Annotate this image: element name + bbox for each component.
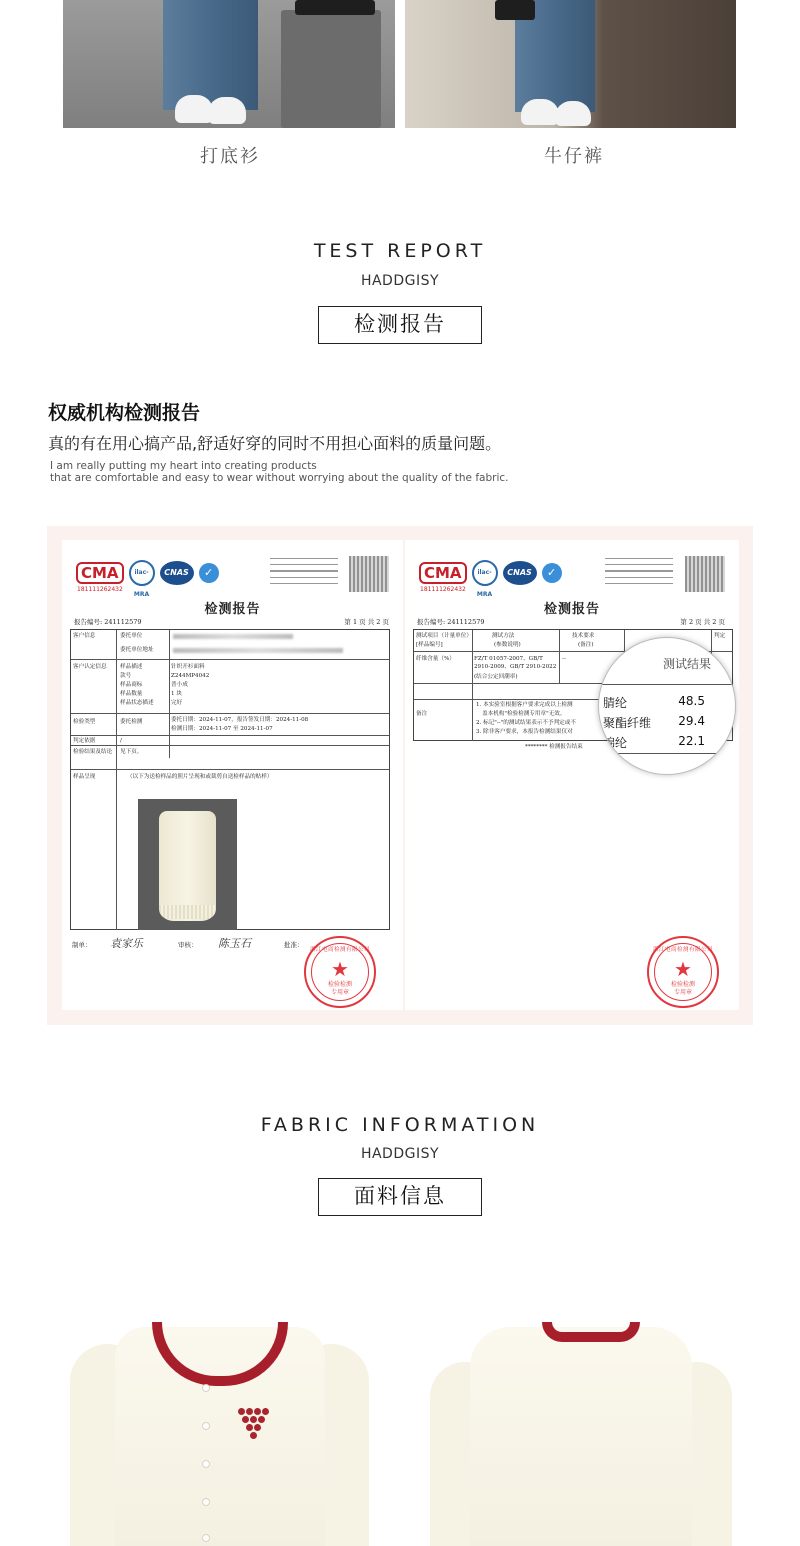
photo-caption-shirt: 打底衫 <box>200 146 260 167</box>
label-sample-photo: 样品呈现 <box>73 774 96 780</box>
label-client-claim: 客户认定信息 <box>73 664 107 670</box>
label-test-type: 检验类型 <box>73 719 96 725</box>
fiber-name-3: 锦纶 <box>603 736 628 750</box>
note-3: 3. 除非客户要求，本报告检测结果仅对 <box>476 729 573 735</box>
label-client-unit: 委托单位 <box>120 633 143 639</box>
fiber-name-2: 聚酯纤维 <box>603 716 652 730</box>
report-title: 检测报告 <box>204 602 261 617</box>
report-number: 报告编号: 241112579 <box>74 618 142 626</box>
official-stamp-2: 浙江电商检测有限公司 ★ 检验检测 专用章 <box>647 936 719 1008</box>
value-test-dates: 检测日期：2024-11-07 至 2024-11-07 <box>171 726 273 732</box>
fiber-value-1: 48.5 <box>678 694 705 708</box>
bottoming-shirt-photo <box>63 0 395 128</box>
cma-number: 181111262432 <box>420 586 466 593</box>
label-reviewer: 审核： <box>178 941 198 949</box>
label-model: 款号 <box>120 673 132 679</box>
label-result: 检验结果及结论 <box>73 749 113 755</box>
label-sample-desc: 样品描述 <box>120 664 143 670</box>
fiber-value-3: 22.1 <box>678 734 705 748</box>
label-judge-basis: 判定依据 <box>73 738 96 744</box>
col-sample-no: [样品编号] <box>416 642 443 648</box>
col-param-note: (参数说明) <box>494 642 521 648</box>
header-info-lines <box>270 558 338 589</box>
signature-maker: 袁家乐 <box>110 937 143 950</box>
result-magnifier <box>598 637 736 775</box>
authority-en-line-2: that are comfortable and easy to wear without worrying about the quality of the fabric. <box>50 472 509 484</box>
fabric-info-heading-cn: 面料信息 <box>318 1178 482 1216</box>
value-state: 完好 <box>171 700 183 706</box>
col-tech-req: 技术要求 <box>572 633 595 639</box>
signature-reviewer: 陈玉石 <box>218 937 251 950</box>
value-result: 见下页。 <box>120 749 143 755</box>
note-1: 1. 本实验室根据客户要求完成以上检测 <box>476 702 573 708</box>
col-test-item: 测试项目（计量单位） <box>416 633 472 639</box>
fiber-value-2: 29.4 <box>678 714 705 728</box>
report-page-number: 第 2 页 共 2 页 <box>680 618 725 626</box>
value-sample-desc: 针织开衫面料 <box>171 664 205 670</box>
test-report-brand: HADDGISY <box>360 273 440 289</box>
cma-logo: CMA <box>419 562 467 584</box>
magnifier-header: 测试结果 <box>662 657 711 671</box>
report-page-2 <box>405 540 739 1010</box>
value-tech-req: -- <box>562 656 566 662</box>
note-1-cont: 盖本机构"检验检测专用章"无效。 <box>482 711 566 717</box>
report-end-mark: ******** 检测报告结束 <box>525 744 583 750</box>
cardigan-front-photo <box>60 1322 380 1546</box>
label-trademark: 样品商标 <box>120 682 143 688</box>
fabric-info-heading-en: FABRIC INFORMATION <box>260 1114 540 1136</box>
label-maker: 制单： <box>72 941 92 949</box>
cnas-logo: CNAS <box>503 561 537 585</box>
value-sample-photo-note: （以下为送检样品的照片呈现和或裁剪自送检样品的贴样） <box>127 774 273 780</box>
value-entrust-dates: 委托日期：2024-11-07，报告签发日期：2024-11-08 <box>171 717 309 723</box>
test-report-heading-en: TEST REPORT <box>313 240 487 262</box>
cardigan-back-photo <box>430 1322 750 1546</box>
official-stamp-1: 浙江电商检测有限公司 ★ 检验检测 专用章 <box>304 936 376 1008</box>
qr-code <box>349 556 389 592</box>
test-report-heading-cn: 检测报告 <box>318 306 482 344</box>
authority-description: 真的有在用心搞产品,舒适好穿的同时不用担心面料的质量问题。 <box>48 434 502 453</box>
value-method-note: (结合公定回潮率) <box>474 674 518 680</box>
label-client-info: 客户信息 <box>73 633 96 639</box>
label-approver: 批准： <box>284 941 304 949</box>
note-2: 2. 标记"--"的测试结果表示不予判定或不 <box>476 720 576 726</box>
col-judgment: 判定 <box>714 633 726 639</box>
value-judge-basis: / <box>120 738 122 744</box>
fabric-info-brand: HADDGISY <box>360 1146 440 1162</box>
col-test-method: 测试方法 <box>492 633 515 639</box>
value-trademark: 普小成 <box>171 682 188 688</box>
stone-block <box>281 10 381 128</box>
header-info-lines <box>605 558 673 589</box>
value-model: Z244MP4042 <box>171 673 210 679</box>
col-remark: (备注) <box>578 642 594 648</box>
qr-code <box>685 556 725 592</box>
value-test-method: FZ/T 01057-2007、GB/T 2910-2009、GB/T 2910-2022 <box>474 656 557 670</box>
report-panel <box>47 526 753 1025</box>
ecommerce-testing-check-icon: ✓ <box>199 563 219 583</box>
label-quantity: 样品数量 <box>120 691 143 697</box>
label-client-address: 委托单位地址 <box>120 647 154 653</box>
cma-number: 181111262432 <box>77 586 123 593</box>
cnas-logo: CNAS <box>160 561 194 585</box>
authority-title: 权威机构检测报告 <box>48 402 201 424</box>
label-remark: 备注 <box>416 711 428 717</box>
value-quantity: 1 块 <box>171 691 182 697</box>
report-number: 报告编号: 241112579 <box>417 618 485 626</box>
report-page-1 <box>62 540 403 1010</box>
label-state: 样品状态描述 <box>120 700 154 706</box>
fiber-name-1: 腈纶 <box>603 696 628 710</box>
report-page-number: 第 1 页 共 2 页 <box>344 618 389 626</box>
cma-logo: CMA <box>76 562 124 584</box>
value-fiber-content: 纤维含量（%） <box>416 656 455 662</box>
ilac-mra-logo: ilac-MRA <box>472 560 498 586</box>
jeans-photo <box>405 0 736 128</box>
sample-photo <box>138 799 237 930</box>
report-title: 检测报告 <box>543 602 600 617</box>
authority-en-line-1: I am really putting my heart into creating products <box>50 460 317 472</box>
ecommerce-testing-check-icon: ✓ <box>542 563 562 583</box>
ilac-mra-logo: ilac-MRA <box>129 560 155 586</box>
photo-caption-jeans: 牛仔裤 <box>544 146 604 167</box>
value-test-type: 委托检测 <box>120 719 143 725</box>
